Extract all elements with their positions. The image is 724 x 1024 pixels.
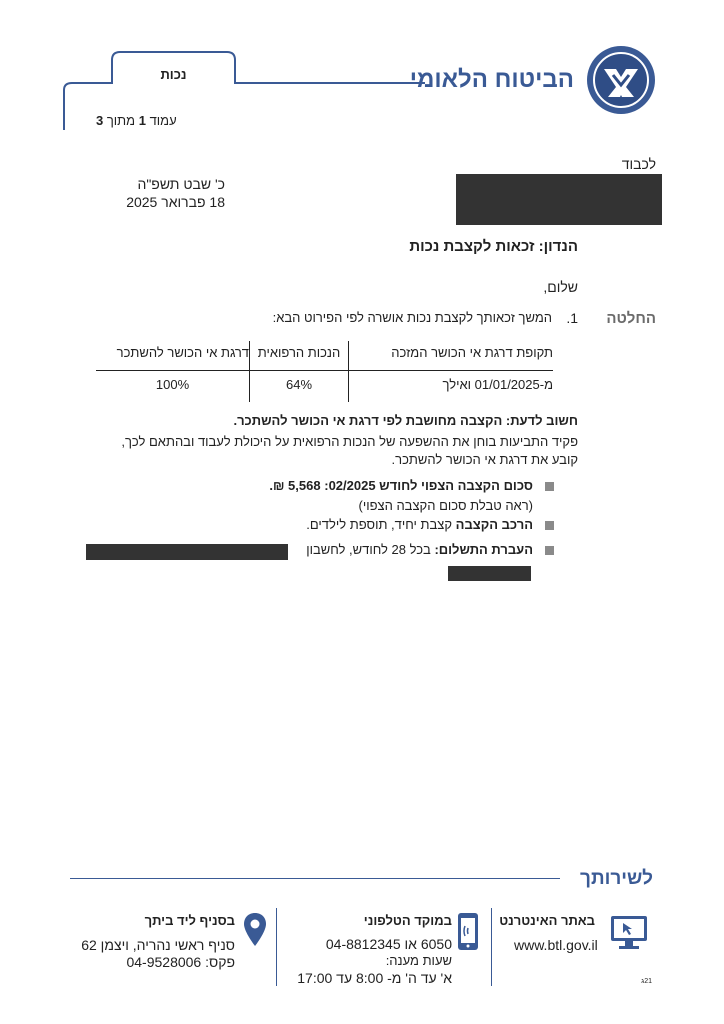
branch-title: בסניף ליד ביתך — [144, 913, 235, 928]
phone-title: במוקד הטלפוני — [363, 913, 452, 928]
transfer-label: העברת התשלום: — [434, 542, 533, 557]
composition-line — [306, 517, 533, 532]
table-header-cell: תקופת דרגת אי הכושר המזכה — [349, 341, 554, 371]
table-cell: 64% — [250, 371, 349, 403]
phone-numbers: 6050 או 04-8812345 — [325, 936, 452, 952]
branch-fax: פקס: 04-9528006 — [126, 954, 235, 970]
footer-separator — [276, 908, 277, 986]
table-row — [96, 371, 553, 403]
page-indicator — [96, 113, 177, 128]
table-header-cell: דרגת אי הכושר להשתכר — [96, 341, 250, 371]
letter-subject: הנדון: זכאות לקצבת נכות — [409, 238, 578, 255]
note-line-2: קובע את דרגת אי הכושר להשתכר. — [391, 452, 578, 467]
page-of-label: מתוך — [106, 113, 136, 128]
page-label: עמוד — [149, 113, 177, 128]
recipient-label: לכבוד — [621, 156, 656, 172]
amount-sub: (ראה טבלת סכום הקצבה הצפוי) — [358, 498, 533, 513]
amount-line — [269, 478, 533, 493]
recipient-redaction — [456, 174, 662, 225]
composition-value: קצבת יחיד, תוספת לילדים. — [306, 517, 453, 532]
composition-label: הרכב הקצבה — [455, 517, 533, 532]
branch-address: סניף ראשי נהריה, ויצמן 62 — [81, 937, 235, 953]
transfer-value: בכל 28 לחודש, לחשבון — [306, 542, 431, 557]
table-cell: 100% — [155, 377, 190, 392]
phone-icon — [456, 912, 480, 952]
date-hebrew: כ' שבט תשפ"ה — [137, 176, 225, 192]
page-total: 3 — [96, 113, 104, 128]
item-text: המשך זכאותך לקצבת נכות אושרה לפי הפירוט הבא: — [272, 310, 552, 325]
footer-divider — [70, 878, 560, 879]
phone-hours-label: שעות מענה: — [385, 953, 452, 968]
note-title: חשוב לדעת: הקצבה מחושבת לפי דרגת אי הכושר להשתכר. — [233, 413, 578, 428]
form-code: 21ג — [641, 978, 652, 985]
tab-label: נכות — [160, 67, 187, 82]
brand-name: הביטוח הלאומי — [409, 66, 574, 93]
page-number: 1 — [138, 113, 146, 128]
note-line-1: פקיד התביעות בוחן את ההשפעה של הנכות הרפואית על היכולת לעבוד ובהתאם לכך, — [121, 434, 578, 449]
footer-separator — [491, 908, 492, 986]
greeting: שלום, — [543, 279, 578, 295]
table-header-cell: הנכות הרפואית — [250, 341, 349, 371]
phone-hours: א' עד ה' מ- 8:00 עד 17:00 — [297, 970, 452, 986]
internet-title: באתר האינטרנט — [499, 913, 595, 928]
amount-label: סכום הקצבה הצפוי לחודש 02/2025: — [324, 478, 533, 493]
decision-label: החלטה — [606, 310, 656, 327]
date-gregorian: 18 פברואר 2025 — [126, 194, 225, 210]
bullet-marker — [545, 546, 554, 555]
eligibility-table — [96, 341, 553, 402]
table-header-row — [96, 341, 553, 371]
footer-title: לשירותך — [580, 868, 653, 889]
amount-value: 5,568 ₪. — [269, 478, 321, 493]
account-redaction — [86, 544, 288, 560]
account-redaction-2 — [448, 566, 531, 581]
table-cell: מ-01/01/2025 ואילך — [442, 377, 553, 392]
bullet-marker — [545, 482, 554, 491]
internet-link[interactable]: www.btl.gov.il — [514, 937, 598, 953]
location-pin-icon — [243, 912, 267, 948]
transfer-line — [306, 542, 533, 557]
bullet-marker — [545, 521, 554, 530]
computer-icon — [609, 913, 649, 953]
item-number: 1. — [566, 310, 578, 326]
